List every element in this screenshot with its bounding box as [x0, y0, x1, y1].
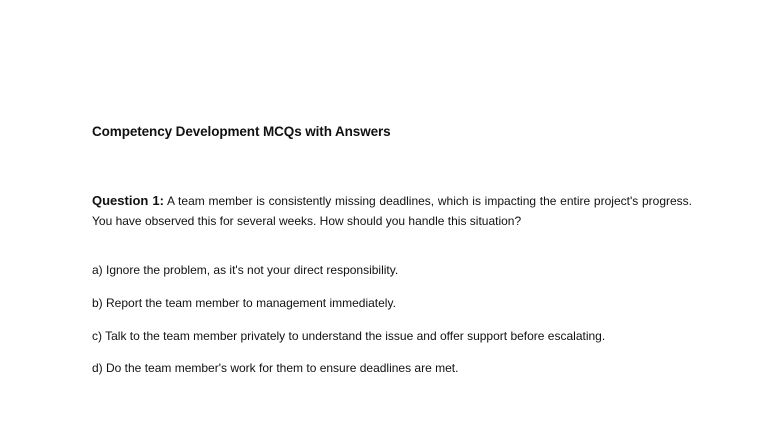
question-block	[92, 191, 692, 231]
option-a: a) Ignore the problem, as it's not your direct responsibility.	[92, 263, 399, 277]
document-title: Competency Development MCQs with Answers	[92, 124, 391, 139]
option-c: c) Talk to the team member privately to understand the issue and offer support before escalating.	[92, 329, 606, 343]
option-d: d) Do the team member's work for them to ensure deadlines are met.	[92, 361, 459, 375]
question-text: A team member is consistently missing deadlines, which is impacting the entire project's progress. You have observed this for several weeks. How should you handle this situation?	[92, 194, 692, 228]
option-b: b) Report the team member to management immediately.	[92, 296, 396, 310]
question-label: Question 1:	[92, 193, 164, 208]
